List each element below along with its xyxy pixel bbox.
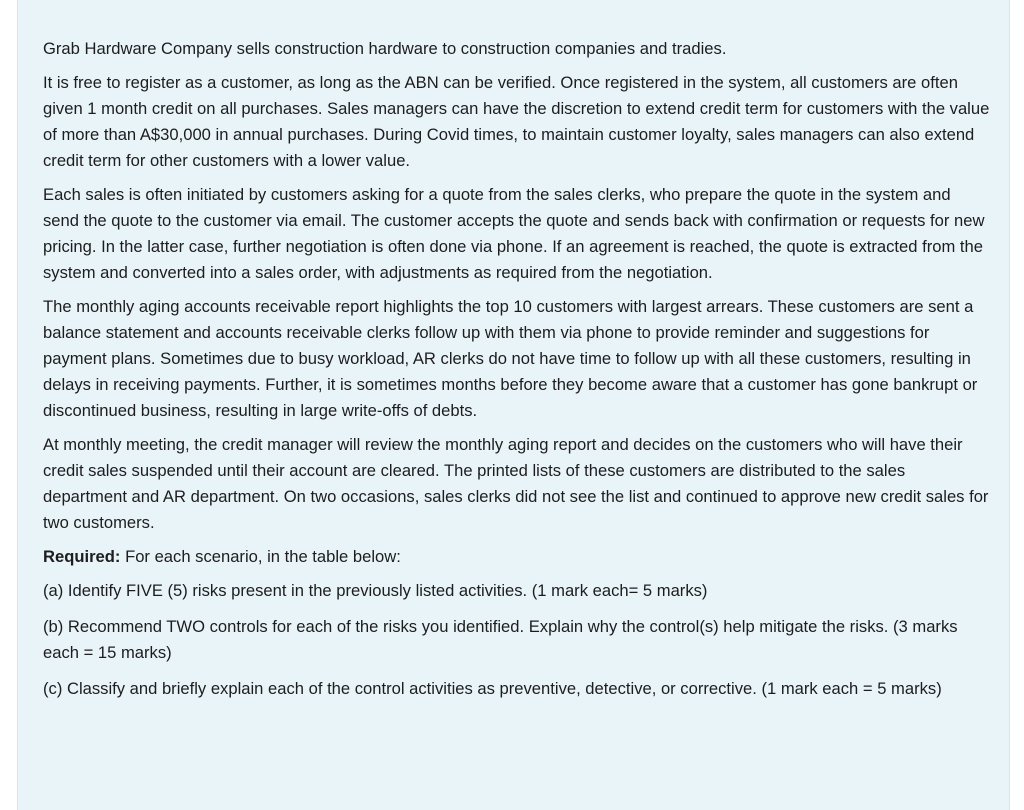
required-line: [43, 544, 991, 570]
question-text: [43, 36, 991, 710]
registration-paragraph: It is free to register as a customer, as long as the ABN can be verified. Once registered in the system, all customers are often given 1 month credit on all purchases. Sales managers can have the discretion to extend credit term for customers with the value of more than A$30,000 in annual purchases. During Covid times, to maintain customer loyalty, sales managers can also extend credit term for other customers with a lower value.: [43, 73, 990, 170]
required-text: For each scenario, in the table below:: [120, 547, 401, 566]
task-c: (c) Classify and briefly explain each of the control activities as preventive, detective, or corrective. (1 mark each = 5 marks): [43, 679, 942, 698]
aging-paragraph: The monthly aging accounts receivable report highlights the top 10 customers with largest arrears. These customers are sent a balance statement and accounts receivable clerks follow up with them via phone to provide reminder and suggestions for payment plans. Sometimes due to busy workload, AR clerks do not have time to follow up with all these customers, resulting in delays in receiving payments. Further, it is sometimes months before they become aware that a customer has gone bankrupt or discontinued business, resulting in large write-offs of debts.: [43, 297, 978, 420]
sales-paragraph: Each sales is often initiated by customers asking for a quote from the sales clerks, who prepare the quote in the system and send the quote to the customer via email. The customer accepts the quote and sends back with confirmation or requests for new pricing. In the latter case, further negotiation is often done via phone. If an agreement is reached, the quote is extracted from the system and converted into a sales order, with adjustments as required from the negotiation.: [43, 185, 985, 282]
intro-paragraph: Grab Hardware Company sells construction hardware to construction companies and tradies.: [43, 39, 727, 58]
task-a: (a) Identify FIVE (5) risks present in the previously listed activities. (1 mark each= 5 marks): [43, 581, 708, 600]
question-panel: [17, 0, 1010, 810]
task-b: (b) Recommend TWO controls for each of the risks you identified. Explain why the control(s) help mitigate the risks. (3 marks each = 15 marks): [43, 617, 958, 662]
meeting-paragraph: At monthly meeting, the credit manager will review the monthly aging report and decides on the customers who will have their credit sales suspended until their account are cleared. The printed lists of these customers are distributed to the sales department and AR department. On two occasions, sales clerks did not see the list and continued to approve new credit sales for two customers.: [43, 435, 989, 532]
required-label: Required:: [43, 547, 121, 566]
